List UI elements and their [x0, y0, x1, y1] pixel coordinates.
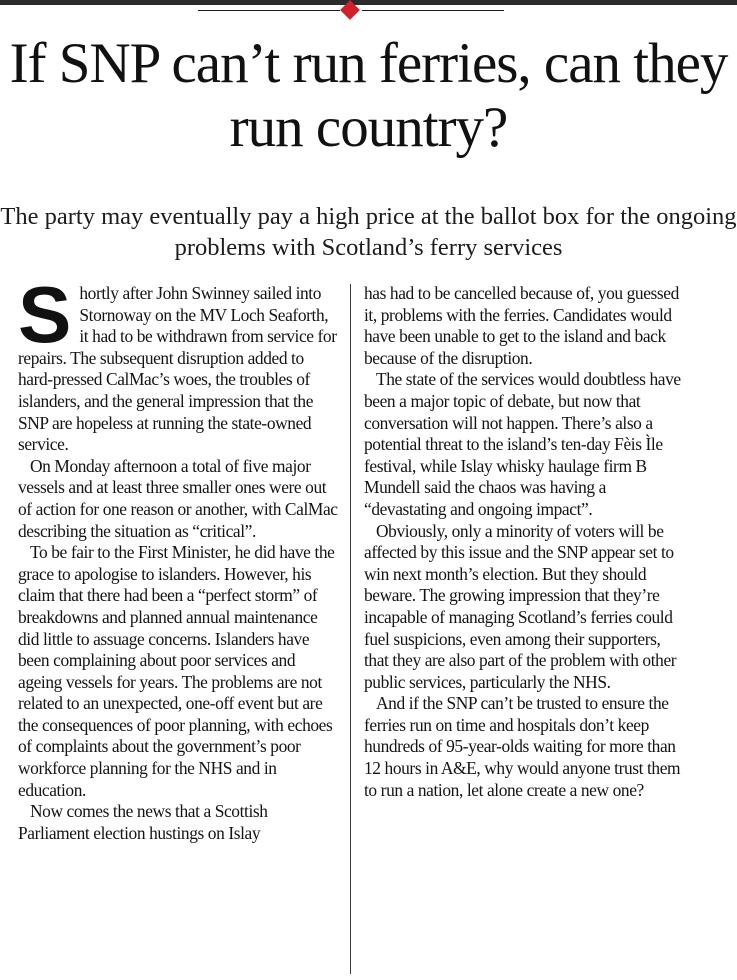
standfirst: The party may eventually pay a high price at the ballot box for the ongoing problems with Scotland’s ferry services: [0, 203, 737, 261]
paragraph-1: [18, 283, 338, 456]
paragraph-7: Obviously, only a minority of voters will be affected by this issue and the SNP appear set to win next month’s election. But they should beware. The growing impression that they’re incapable of managing Scotland’s ferries could fuel suspicions, even among their supporters, that they are also part of the problem with other public services, particularly the NHS.: [364, 520, 677, 692]
ornament-rule-right: [362, 10, 504, 11]
body-column-left: [18, 283, 338, 973]
body-column-right: [364, 283, 684, 973]
drop-cap: S: [18, 283, 72, 359]
headline: If SNP can’t run ferries, can they run country?: [9, 32, 728, 159]
ornament-rule-left: [198, 10, 340, 11]
paragraph-3: To be fair to the First Minister, he did have the grace to apologise to islanders. However, his claim that there had been a “perfect storm” of breakdowns and planned annual maintenance did little to assuage concerns. Islanders have been complaining about poor services and ageing vessels for years. The problems are not related to an unexpected, one-off event but are the consequences of poor planning, with echoes of complaints about the government’s poor workforce planning for the NHS and in education.: [18, 542, 335, 800]
top-bar: [0, 0, 737, 5]
column-divider: [350, 284, 351, 974]
paragraph-2: On Monday afternoon a total of five major vessels and at least three smaller ones were out of action for one reason or another, with CalMac describing the situation as “critical”.: [18, 455, 338, 541]
paragraph-4: Now comes the news that a Scottish Parliament election hustings on Islay: [18, 801, 268, 843]
paragraph-5: has had to be cancelled because of, you guessed it, problems with the ferries. Candidates would have been unable to get to the island and back because of the disruption.: [364, 283, 679, 368]
paragraph-1-text: hortly after John Swinney sailed into Stornoway on the MV Loch Seaforth, it had to be withdrawn from service for repairs. The subsequent disruption added to hard-pressed CalMac’s woes, the troubles of islanders, and the general impression that the SNP are hopeless at running the state-owned service.: [18, 283, 337, 455]
paragraph-8: And if the SNP can’t be trusted to ensure the ferries run on time and hospitals don’t keep hundreds of 95-year-olds waiting for more than 12 hours in A&E, why would anyone trust them to run a nation, let alone create a new one?: [364, 693, 681, 800]
paragraph-6: The state of the services would doubtless have been a major topic of debate, but now that conversation will not happen. There’s also a potential threat to the island’s ten-day Fèis Ìle festival, while Islay whisky haulage firm B Mundell said the chaos was having a “devastating and ongoing impact”.: [364, 369, 681, 519]
